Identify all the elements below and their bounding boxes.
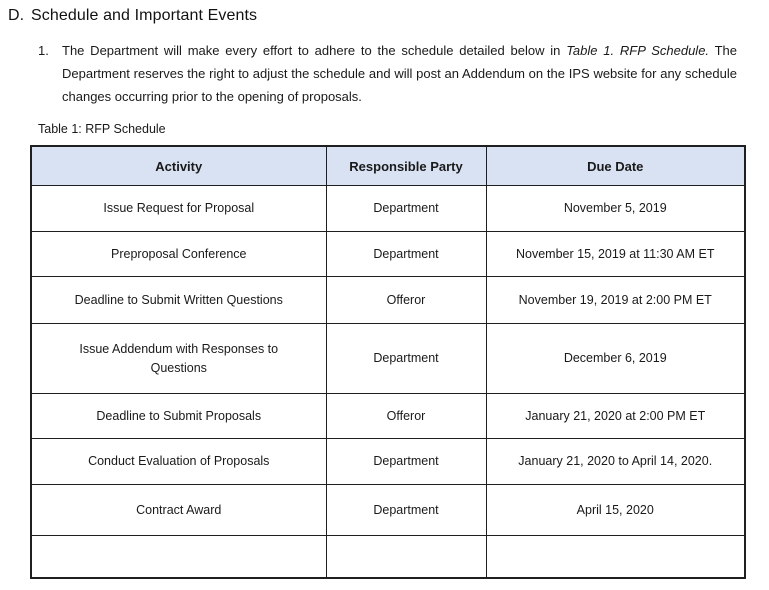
- cell-responsible-party: Department: [326, 324, 486, 394]
- cell-responsible-party: Department: [326, 485, 486, 536]
- paragraph-text-before: The Department will make every effort to adhere to the schedule detailed below in: [62, 43, 567, 58]
- section-title: Schedule and Important Events: [31, 7, 258, 24]
- cell-due-date: April 15, 2020: [486, 485, 745, 536]
- document-page: [0, 7, 769, 579]
- cell-activity: Issue Addendum with Responses to Questions: [31, 324, 326, 394]
- paragraph-italic-reference: Table 1. RFP Schedule.: [566, 43, 710, 58]
- table-row-partial: [31, 536, 745, 578]
- numbered-paragraph: [38, 39, 769, 108]
- table-row: [31, 394, 745, 439]
- table-row: [31, 232, 745, 277]
- empty-cell: [486, 536, 745, 578]
- rfp-schedule-table: [30, 145, 746, 579]
- col-header-responsible-party: Responsible Party: [326, 146, 486, 186]
- rfp-table-body: [31, 186, 745, 578]
- table-row: [31, 186, 745, 232]
- list-number: 1.: [38, 43, 49, 58]
- cell-responsible-party: Department: [326, 439, 486, 485]
- cell-due-date: January 21, 2020 to April 14, 2020.: [486, 439, 745, 485]
- cell-responsible-party: Offeror: [326, 394, 486, 439]
- intro-paragraph: [62, 39, 737, 108]
- section-heading: [8, 7, 769, 25]
- cell-due-date: November 5, 2019: [486, 186, 745, 232]
- table-caption: Table 1: RFP Schedule: [38, 122, 166, 136]
- rfp-table-header: [31, 146, 745, 186]
- table-row: [31, 485, 745, 536]
- empty-cell: [326, 536, 486, 578]
- cell-activity: Preproposal Conference: [31, 232, 326, 277]
- empty-cell: [31, 536, 326, 578]
- cell-responsible-party: Offeror: [326, 277, 486, 324]
- header-row: [31, 146, 745, 186]
- cell-activity: Deadline to Submit Written Questions: [31, 277, 326, 324]
- table-row: [31, 324, 745, 394]
- cell-activity: Deadline to Submit Proposals: [31, 394, 326, 439]
- cell-due-date: November 19, 2019 at 2:00 PM ET: [486, 277, 745, 324]
- col-header-activity: Activity: [31, 146, 326, 186]
- cell-activity: Issue Request for Proposal: [31, 186, 326, 232]
- cell-activity: Conduct Evaluation of Proposals: [31, 439, 326, 485]
- cell-due-date: November 15, 2019 at 11:30 AM ET: [486, 232, 745, 277]
- cell-due-date: December 6, 2019: [486, 324, 745, 394]
- cell-responsible-party: Department: [326, 186, 486, 232]
- cell-due-date: January 21, 2020 at 2:00 PM ET: [486, 394, 745, 439]
- paragraph-text-after: The Department reserves the right to adjust the schedule and will post an Addendum on the IPS website for any schedule changes occurring prior to the opening of proposals.: [62, 43, 737, 104]
- cell-activity: Contract Award: [31, 485, 326, 536]
- section-letter: D.: [8, 7, 25, 24]
- cell-responsible-party: Department: [326, 232, 486, 277]
- col-header-due-date: Due Date: [486, 146, 745, 186]
- table-row: [31, 277, 745, 324]
- table-row: [31, 439, 745, 485]
